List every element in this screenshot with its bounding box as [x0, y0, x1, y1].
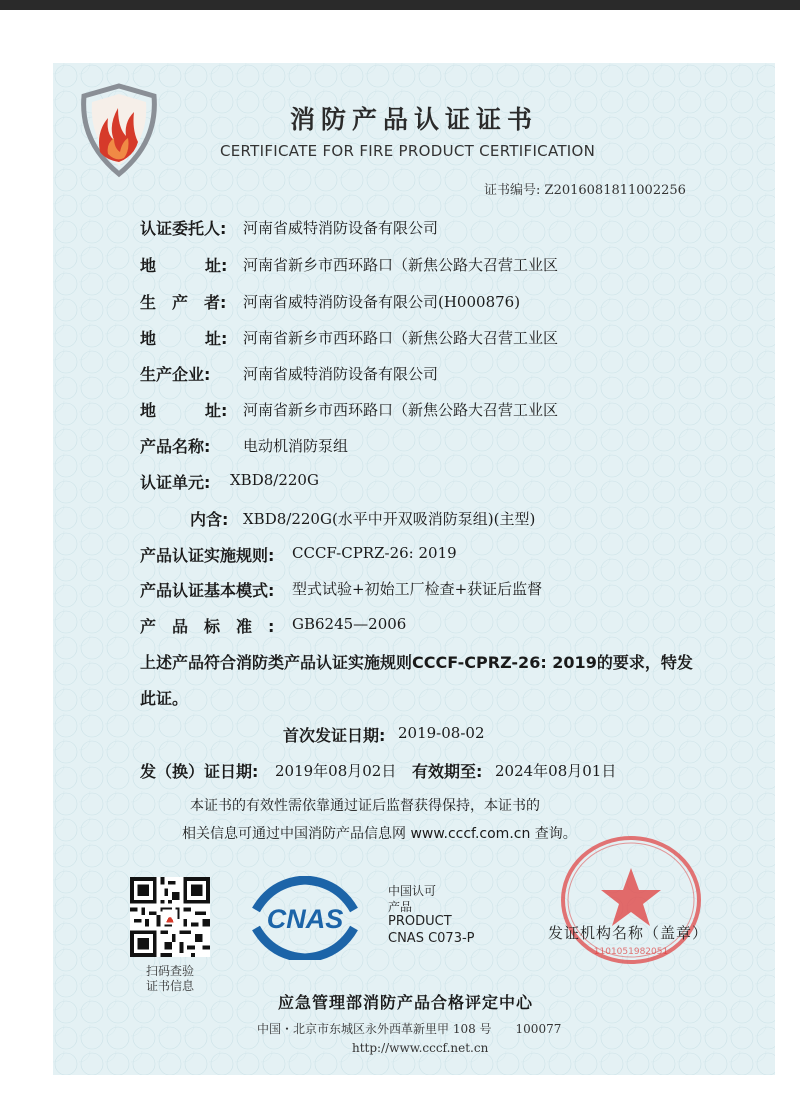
- official-seal: [555, 830, 707, 970]
- first-issue-date-value: 2019-08-02: [398, 724, 485, 742]
- first-issue-date-label: 首次发证日期:: [283, 726, 386, 745]
- issuing-authority-label: 发证机构名称（盖章）: [548, 924, 709, 942]
- qr-code[interactable]: [130, 877, 210, 957]
- certificate-subtitle: CERTIFICATE FOR FIRE PRODUCT CERTIFICATION: [220, 142, 596, 160]
- client-label: 认证委托人:: [140, 219, 227, 238]
- fire-certification-logo: [78, 82, 160, 178]
- cert-unit-value: XBD8/220G: [230, 471, 319, 489]
- organization-url[interactable]: http://www.cccf.net.cn: [352, 1041, 489, 1055]
- address3-label-1: 地: [140, 401, 157, 420]
- valid-until-label: 有效期至:: [412, 762, 483, 781]
- conformity-statement-line2: 此证。: [140, 689, 189, 708]
- contains-value: XBD8/220G(水平中开双吸消防泵组)(主型): [243, 510, 536, 528]
- basic-mode-label: 产品认证基本模式:: [140, 581, 275, 600]
- product-standard-label: 产 品 标 准 :: [140, 617, 275, 636]
- producer-value: 河南省威特消防设备有限公司(H000876): [243, 293, 521, 311]
- address1-label-1: 地: [140, 256, 157, 275]
- cert-unit-label: 认证单元:: [140, 473, 211, 492]
- cnas-line2: 产品: [388, 900, 413, 914]
- certificate-title: 消防产品认证证书: [290, 105, 539, 134]
- cert-no-label: 证书编号:: [484, 183, 541, 198]
- address1-label-2: 址:: [205, 256, 228, 275]
- contains-label: 内含:: [190, 510, 229, 529]
- certificate-number: [484, 179, 686, 198]
- organization-address: 中国・北京市东城区永外西革新里甲 108 号 100077: [257, 1022, 562, 1036]
- basic-mode-value: 型式试验+初始工厂检查+获证后监督: [292, 580, 543, 598]
- cnas-logo: [242, 876, 368, 960]
- implementation-rule-label: 产品认证实施规则:: [140, 546, 275, 565]
- address3-value: 河南省新乡市西环路口（新焦公路大召营工业区: [243, 401, 559, 419]
- validity-notice-line2: 相关信息可通过中国消防产品信息网 www.cccf.com.cn 查询。: [182, 826, 577, 842]
- issue-date-label: 发（换）证日期:: [140, 762, 259, 781]
- product-standard-value: GB6245—2006: [292, 615, 407, 633]
- cnas-line1: 中国认可: [388, 884, 437, 898]
- address2-value: 河南省新乡市西环路口（新焦公路大召营工业区: [243, 329, 559, 347]
- cnas-logo-text: CNAS: [266, 904, 344, 934]
- implementation-rule-value: CCCF-CPRZ-26: 2019: [292, 544, 457, 562]
- product-name-value: 电动机消防泵组: [243, 437, 349, 455]
- address1-value: 河南省新乡市西环路口（新焦公路大召营工业区: [243, 256, 559, 274]
- client-value: 河南省威特消防设备有限公司: [243, 219, 439, 237]
- address2-label-1: 地: [140, 329, 157, 348]
- issue-date-value: 2019年08月02日: [275, 762, 397, 780]
- valid-until-value: 2024年08月01日: [495, 762, 617, 780]
- enterprise-label: 生产企业:: [140, 365, 211, 384]
- conformity-statement-line1: 上述产品符合消防类产品认证实施规则CCCF-CPRZ-26: 2019的要求，特发: [140, 653, 693, 672]
- cert-no-value: Z2016081811002256: [544, 183, 686, 198]
- scan-top-border: [0, 0, 800, 10]
- address3-label-2: 址:: [205, 401, 228, 420]
- producer-label: 生 产 者:: [140, 293, 227, 312]
- enterprise-value: 河南省威特消防设备有限公司: [243, 365, 439, 383]
- cnas-line3: PRODUCT: [388, 914, 452, 929]
- cnas-line4: CNAS C073-P: [388, 931, 475, 946]
- address2-label-2: 址:: [205, 329, 228, 348]
- qr-caption-line2: 证书信息: [146, 979, 195, 993]
- product-name-label: 产品名称:: [140, 437, 211, 456]
- seal-serial: 1101051982051: [593, 947, 669, 957]
- qr-caption-line1: 扫码查验: [146, 964, 195, 978]
- validity-notice-line1: 本证书的有效性需依靠通过证后监督获得保持，本证书的: [190, 798, 540, 814]
- issuing-organization: 应急管理部消防产品合格评定中心: [278, 993, 534, 1012]
